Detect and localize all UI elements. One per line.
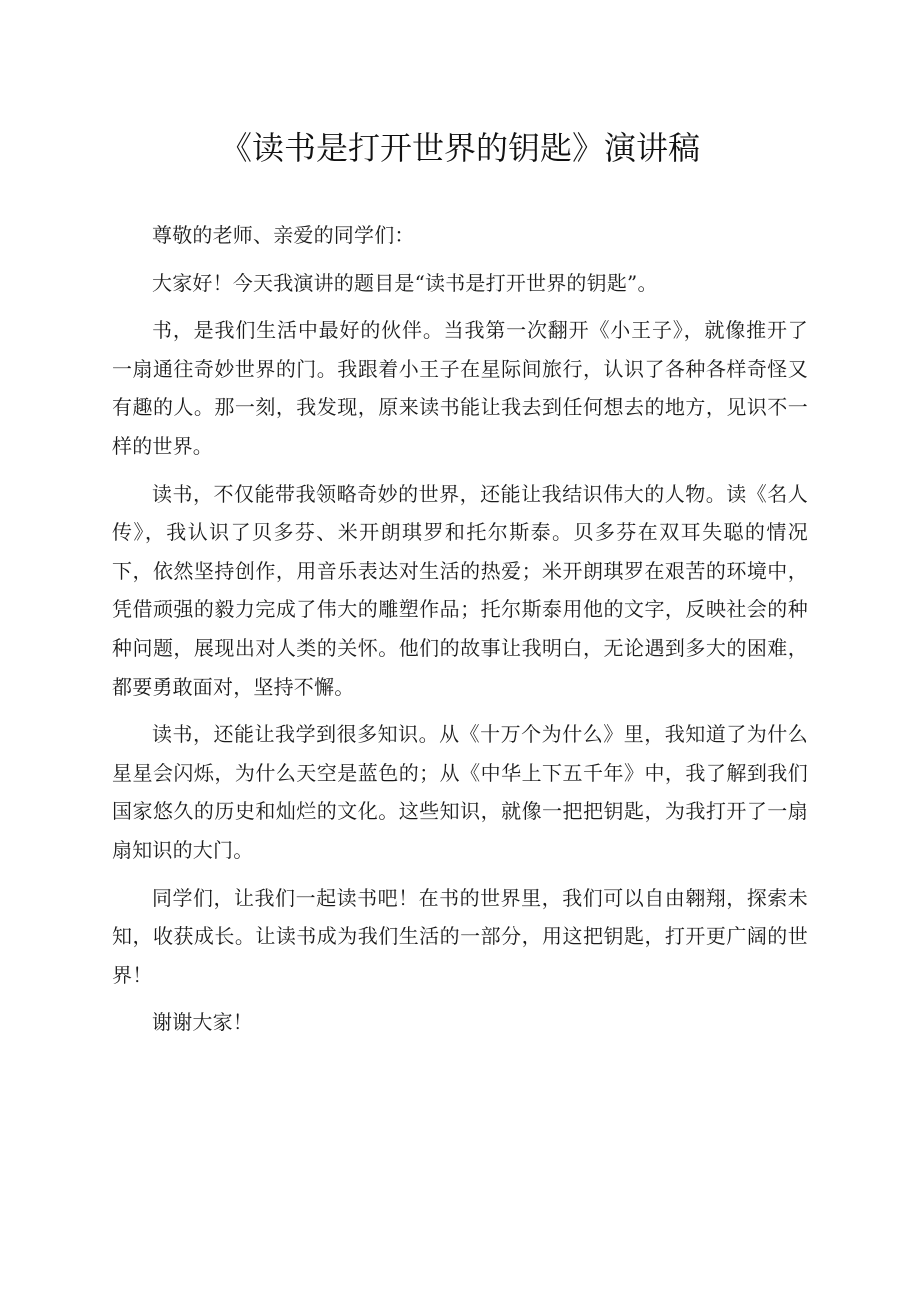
salutation-paragraph: 尊敬的老师、亲爱的同学们： [152, 223, 415, 247]
document-body [112, 216, 808, 1051]
closing-paragraph: 同学们，让我们一起读书吧！在书的世界里，我们可以自由翱翔，探索未知，收获成长。让读书成为我们生活的一部分，用这把钥匙，打开更广阔的世界！ [112, 885, 808, 987]
thanks-paragraph: 谢谢大家！ [152, 1010, 253, 1035]
body-paragraph: 读书，还能让我学到很多知识。从《十万个为什么》里，我知道了为什么星星会闪烁，为什么天空是蓝色的；从《中华上下五千年》中，我了解到我们国家悠久的历史和灿烂的文化。这些知识，就像一把把钥匙，为我打开了一扇扇知识的大门。 [112, 722, 808, 862]
opening-paragraph: 大家好！今天我演讲的题目是“读书是打开世界的钥匙”。 [152, 270, 658, 295]
body-paragraph: 书，是我们生活中最好的伙伴。当我第一次翻开《小王子》，就像推开了一扇通往奇妙世界的门。我跟着小王子在星际间旅行，认识了各种各样奇怪又有趣的人。那一刻，我发现，原来读书能让我去到任何想去的地方，见识不一样的世界。 [112, 318, 808, 458]
document-title: 《读书是打开世界的钥匙》演讲稿 [219, 129, 700, 167]
body-paragraph: 读书，不仅能带我领略奇妙的世界，还能让我结识伟大的人物。读《名人传》，我认识了贝多芬、米开朗琪罗和托尔斯泰。贝多芬在双耳失聪的情况下，依然坚持创作，用音乐表达对生活的热爱；米开朗琪罗在艰苦的环境中，凭借顽强的毅力完成了伟大的雕塑作品；托尔斯泰用他的文字，反映社会的种种问题，展现出对人类的关怀。他们的故事让我明白，无论遇到多大的困难，都要勇敢面对，坚持不懈。 [112, 481, 808, 699]
